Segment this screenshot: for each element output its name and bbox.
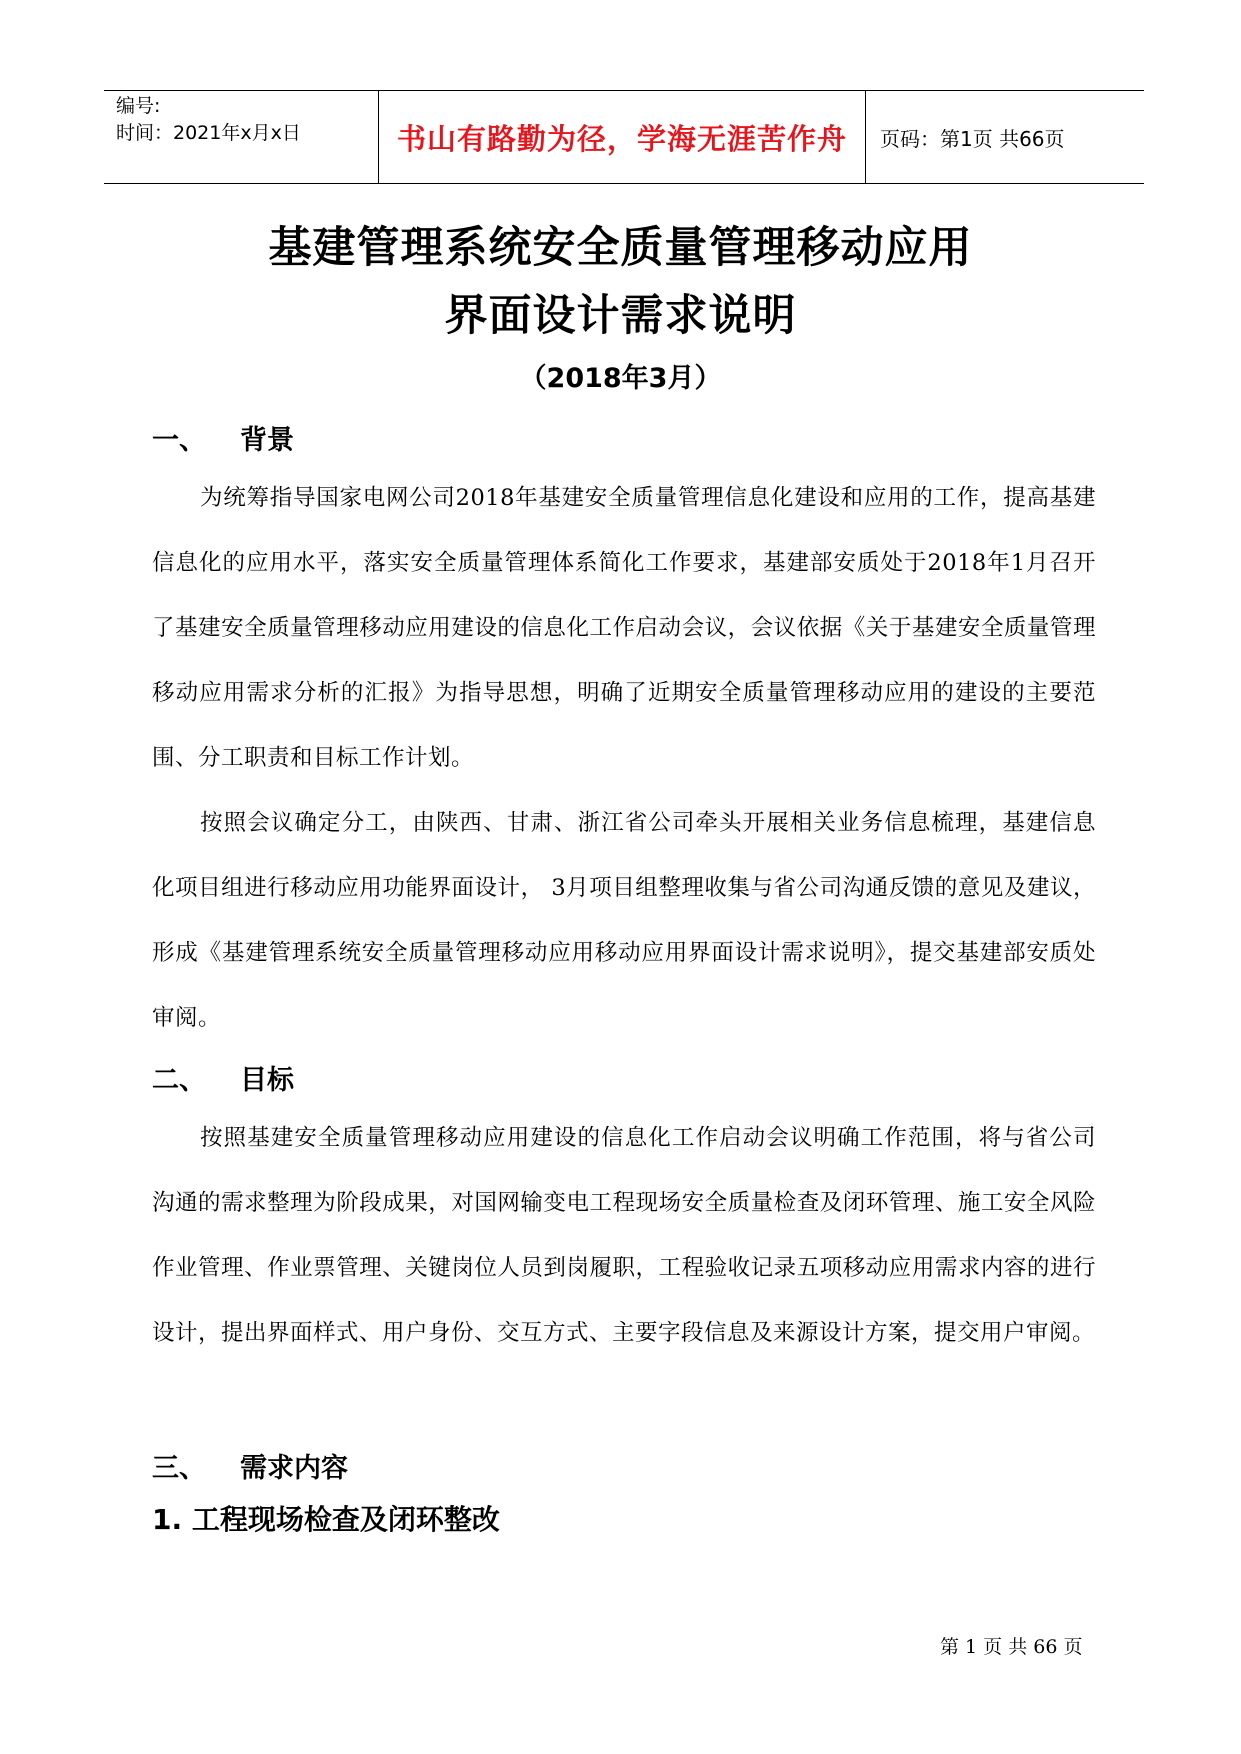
section-heading-background bbox=[152, 418, 294, 457]
page-header bbox=[104, 90, 1144, 184]
section-number: 一、 bbox=[152, 425, 206, 456]
page-footer: 第 1 页 共 66 页 bbox=[940, 1636, 1083, 1658]
time-label: 时间：2021年x月x日 bbox=[116, 122, 301, 144]
section-heading-goal bbox=[152, 1058, 294, 1097]
header-motto: 书山有路勤为径，学海无涯苦作舟 bbox=[379, 91, 866, 183]
section-title: 需求内容 bbox=[240, 1453, 348, 1484]
section-title: 目标 bbox=[240, 1065, 294, 1096]
document-title-line1: 基建管理系统安全质量管理移动应用 bbox=[268, 223, 973, 273]
serial-label: 编号: bbox=[116, 95, 161, 117]
subsection-heading: 1. 工程现场检查及闭环整改 bbox=[152, 1503, 500, 1536]
section-number: 二、 bbox=[152, 1065, 206, 1096]
section-title: 背景 bbox=[240, 425, 294, 456]
section-heading-requirements bbox=[152, 1446, 348, 1485]
header-page-info: 页码：第1页 共66页 bbox=[880, 126, 1065, 151]
document-date: （2018年3月） bbox=[519, 363, 722, 394]
section-number: 三、 bbox=[152, 1453, 206, 1484]
paragraph: 按照基建安全质量管理移动应用建设的信息化工作启动会议明确工作范围，将与省公司沟通的需求整理为阶段成果，对国网输变电工程现场安全质量检查及闭环管理、施工安全风险作业管理、作业票管理、关键岗位人员到岗履职，工程验收记录五项移动应用需求内容的进行设计，提出界面样式、用户身份、交互方式、主要字段信息及来源设计方案，提交用户审阅。 bbox=[152, 1125, 1096, 1346]
paragraph: 为统筹指导国家电网公司2018年基建安全质量管理信息化建设和应用的工作，提高基建信息化的应用水平，落实安全质量管理体系简化工作要求，基建部安质处于2018年1月召开了基建安全质量管理移动应用建设的信息化工作启动会议，会议依据《关于基建安全质量管理移动应用需求分析的汇报》为指导思想，明确了近期安全质量管理移动应用的建设的主要范围、分工职责和目标工作计划。 bbox=[152, 485, 1096, 771]
document-title-line2: 界面设计需求说明 bbox=[444, 291, 797, 341]
header-meta bbox=[104, 91, 379, 183]
paragraph: 按照会议确定分工，由陕西、甘肃、浙江省公司牵头开展相关业务信息梳理，基建信息化项目组进行移动应用功能界面设计， 3月项目组整理收集与省公司沟通反馈的意见及建议，形成《基建管理系统安全质量管理移动应用移动应用界面设计需求说明》，提交基建部安质处审阅。 bbox=[152, 810, 1096, 1031]
